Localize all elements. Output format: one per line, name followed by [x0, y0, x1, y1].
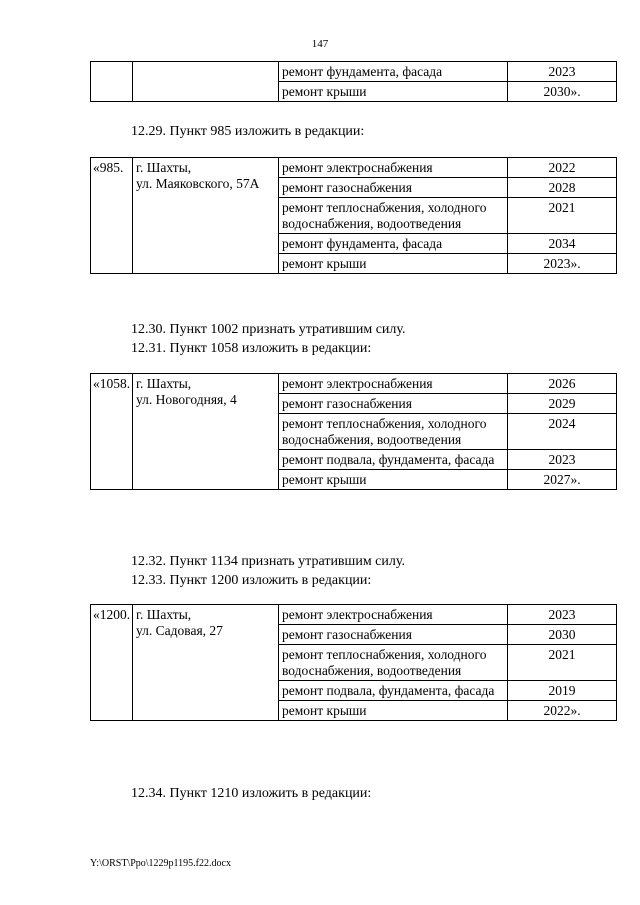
year-cell: 2021	[508, 198, 617, 234]
work-cell: ремонт теплоснабжения, холодного водоснабжения, водоотведения	[279, 414, 508, 450]
address-street: ул. Маяковского, 57А	[136, 176, 260, 191]
table-item-1200	[90, 604, 617, 721]
work-cell: ремонт газоснабжения	[279, 394, 508, 414]
year-cell: 2034	[508, 234, 617, 254]
year-cell: 2019	[508, 681, 617, 701]
work-cell: ремонт теплоснабжения, холодного водоснабжения, водоотведения	[279, 198, 508, 234]
address-street: ул. Садовая, 27	[136, 623, 223, 638]
table-row	[91, 605, 617, 625]
table-item-1058	[90, 373, 617, 490]
work-cell: ремонт электроснабжения	[279, 605, 508, 625]
table-item-985	[90, 157, 617, 274]
work-cell: ремонт электроснабжения	[279, 374, 508, 394]
work-cell: ремонт газоснабжения	[279, 625, 508, 645]
page-number: 147	[311, 38, 329, 50]
address-city: г. Шахты,	[136, 160, 192, 175]
work-cell: ремонт крыши	[279, 254, 508, 274]
year-cell: 2030	[508, 625, 617, 645]
year-cell: 2030».	[508, 82, 617, 102]
year-cell: 2026	[508, 374, 617, 394]
year-cell: 2021	[508, 645, 617, 681]
work-cell: ремонт газоснабжения	[279, 178, 508, 198]
year-cell: 2028	[508, 178, 617, 198]
item-number-cell: «1058.	[91, 374, 133, 490]
year-cell: 2027».	[508, 470, 617, 490]
work-cell: ремонт теплоснабжения, холодного водоснабжения, водоотведения	[279, 645, 508, 681]
year-cell: 2023	[508, 62, 617, 82]
work-cell: ремонт крыши	[279, 82, 508, 102]
work-cell: ремонт подвала, фундамента, фасада	[279, 450, 508, 470]
table-row	[91, 158, 617, 178]
table-row	[91, 62, 617, 82]
item-number-cell: «1200.	[91, 605, 133, 721]
year-cell: 2023	[508, 450, 617, 470]
address-cell	[133, 374, 279, 490]
address-street: ул. Новогодняя, 4	[136, 392, 237, 407]
item-number-cell	[91, 62, 133, 102]
table-continuation	[90, 61, 617, 102]
address-cell	[133, 62, 279, 102]
work-cell: ремонт крыши	[279, 470, 508, 490]
work-cell: ремонт подвала, фундамента, фасада	[279, 681, 508, 701]
paragraph-12-32: 12.32. Пункт 1134 признать утратившим силу.	[131, 554, 405, 569]
address-city: г. Шахты,	[136, 376, 192, 391]
year-cell: 2023».	[508, 254, 617, 274]
work-cell: ремонт фундамента, фасада	[279, 62, 508, 82]
year-cell: 2022	[508, 158, 617, 178]
work-cell: ремонт электроснабжения	[279, 158, 508, 178]
address-cell	[133, 158, 279, 274]
item-number-cell: «985.	[91, 158, 133, 274]
paragraph-12-29: 12.29. Пункт 985 изложить в редакции:	[131, 124, 365, 139]
paragraph-12-31: 12.31. Пункт 1058 изложить в редакции:	[131, 341, 372, 356]
table-row	[91, 374, 617, 394]
year-cell: 2024	[508, 414, 617, 450]
work-cell: ремонт фундамента, фасада	[279, 234, 508, 254]
footer-file-path: Y:\ORST\Ppo\1229p1195.f22.docx	[90, 858, 231, 869]
year-cell: 2022».	[508, 701, 617, 721]
paragraph-12-30: 12.30. Пункт 1002 признать утратившим силу.	[131, 322, 406, 337]
paragraph-12-34: 12.34. Пункт 1210 изложить в редакции:	[131, 786, 372, 801]
work-cell: ремонт крыши	[279, 701, 508, 721]
address-cell	[133, 605, 279, 721]
address-city: г. Шахты,	[136, 607, 192, 622]
year-cell: 2029	[508, 394, 617, 414]
paragraph-12-33: 12.33. Пункт 1200 изложить в редакции:	[131, 573, 372, 588]
year-cell: 2023	[508, 605, 617, 625]
